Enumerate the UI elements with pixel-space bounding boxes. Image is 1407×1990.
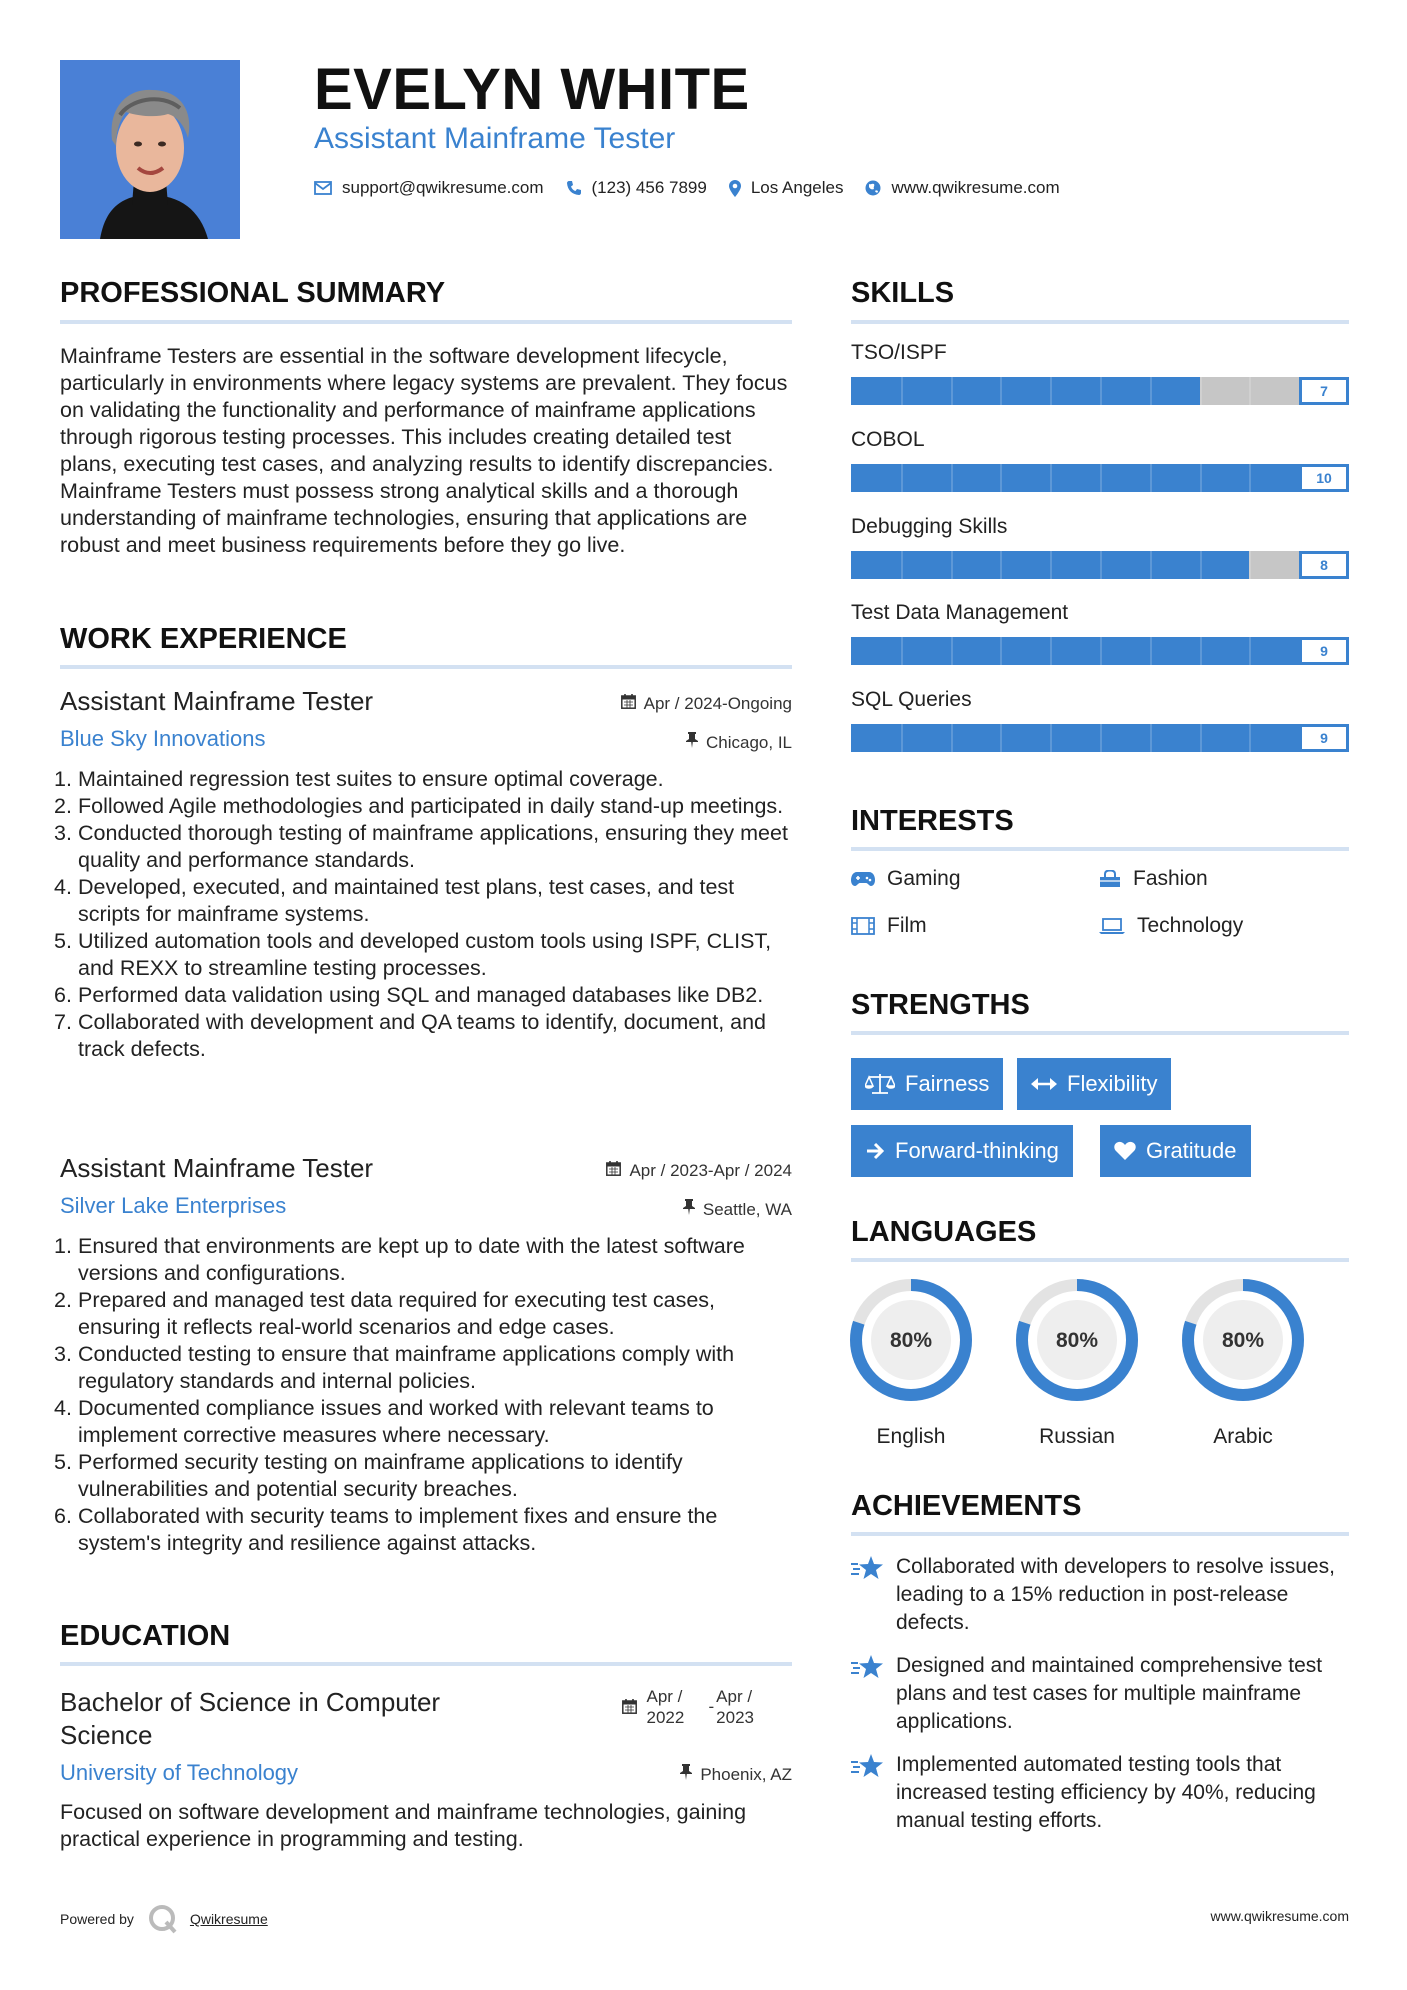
skill-score: 8 [1299, 551, 1349, 579]
star-icon [850, 1555, 884, 1589]
job-dates [606, 1161, 792, 1181]
language-ring [1015, 1278, 1139, 1402]
footer-brand-link[interactable]: Qwikresume [189, 1911, 268, 1927]
skill-bar-segment [901, 464, 903, 492]
language-percent: 80% [889, 1329, 933, 1352]
education-start: Apr / 2022 [646, 1687, 685, 1727]
map-pin-icon [729, 180, 741, 197]
envelope-icon [314, 181, 332, 195]
skill-bar-segment [1150, 551, 1152, 579]
skill-item: Test Data Management 9 [851, 601, 1349, 688]
skill-bar-segment [1050, 724, 1052, 752]
list-item: 4. Documented compliance issues and worked with relevant teams to implement corrective measures where necessary. [54, 1396, 714, 1447]
language-percent: 80% [1055, 1329, 1099, 1352]
skill-bar-segment [951, 724, 953, 752]
skill-bar-segment [1000, 377, 1002, 405]
calendar-icon [621, 694, 636, 714]
laptop-icon [1099, 918, 1125, 934]
skill-bar-segment [1200, 724, 1202, 752]
achievement-item: Collaborated with developers to resolve issues, leading to a 15% reduction in post-release defects. [896, 1553, 1351, 1637]
education-location: Phoenix, AZ [680, 1764, 792, 1785]
skill-bar-segment [1050, 551, 1052, 579]
skill-bar-segment [1249, 724, 1251, 752]
skill-bar-segment [1249, 551, 1251, 579]
skill-bar-segment [1000, 637, 1002, 665]
job-location-text: Seattle, WA [702, 1199, 792, 1219]
summary-heading: PROFESSIONAL SUMMARY [60, 277, 446, 309]
education-description: Focused on software development and mainframe technologies, gaining practical experience in programming and testing. [60, 1800, 747, 1851]
star-icon [850, 1654, 884, 1688]
list-item: 6. Performed data validation using SQL and managed databases like DB2. [54, 983, 764, 1007]
language-ring [849, 1278, 973, 1402]
contact-phone[interactable]: (123) 456 7899 [591, 178, 707, 197]
job-dates-text: Apr / 2023-Apr / 2024 [629, 1161, 792, 1180]
job-title: Assistant Mainframe Tester [60, 686, 374, 716]
job-entry [54, 686, 792, 1063]
skill-bar-fill [851, 724, 1299, 752]
job-entry [54, 1153, 792, 1557]
list-item: 3. Conducted testing to ensure that mainframe applications comply with regulatory standards and internal policies. [54, 1342, 735, 1393]
skills-divider [851, 320, 1349, 324]
skill-bar-segment [1200, 551, 1202, 579]
interest-item: Gaming [851, 867, 961, 891]
skill-bar-segment [901, 637, 903, 665]
skill-bar-segment [1249, 464, 1251, 492]
contact-email[interactable]: support@qwikresume.com [342, 178, 544, 197]
calendar-icon [622, 1698, 637, 1719]
skill-score: 10 [1299, 464, 1349, 492]
pushpin-icon [683, 1199, 695, 1220]
skill-bar [851, 377, 1349, 405]
list-item: 2. Followed Agile methodologies and participated in daily stand-up meetings. [54, 794, 784, 818]
skill-bar-segment [1050, 637, 1052, 665]
achievements-heading: ACHIEVEMENTS [851, 1490, 1082, 1522]
experience-divider [60, 665, 792, 669]
language-name: Russian [1039, 1425, 1115, 1448]
language-item [1181, 1278, 1305, 1449]
language-name: Arabic [1213, 1425, 1273, 1448]
skill-bar [851, 464, 1349, 492]
pushpin-icon [680, 1764, 692, 1785]
skill-bar-segment [1249, 637, 1251, 665]
skill-item: TSO/ISPF 7 [851, 341, 1349, 428]
list-item: 1. Maintained regression test suites to ensure optimal coverage. [54, 767, 664, 791]
footer-website[interactable]: www.qwikresume.com [1210, 1908, 1349, 1924]
skill-bar-segment [1050, 464, 1052, 492]
job-dates [621, 694, 792, 714]
list-item: 5. Utilized automation tools and developed custom tools using ISPF, CLIST, and REXX to streamline testing processes. [54, 929, 772, 980]
job-company: Silver Lake Enterprises [60, 1193, 287, 1218]
achievement-item: Implemented automated testing tools that increased testing efficiency by 40%, reducing manual testing efforts. [896, 1751, 1351, 1835]
strength-tag: Fairness [851, 1058, 1003, 1110]
achievements-divider [851, 1532, 1349, 1536]
job-title: Assistant Mainframe Tester [60, 1153, 374, 1183]
job-location [683, 1199, 792, 1220]
strengths-divider [851, 1031, 1349, 1035]
education-entry [60, 1686, 792, 1856]
skill-bar-segment [1200, 464, 1202, 492]
languages-heading: LANGUAGES [851, 1216, 1037, 1248]
skill-bar-fill [851, 377, 1200, 405]
skill-bar [851, 551, 1349, 579]
list-item: 5. Performed security testing on mainframe applications to identify vulnerabilities and potential security breaches. [54, 1450, 683, 1501]
skill-score: 7 [1299, 377, 1349, 405]
film-icon [851, 917, 875, 935]
job-dates-text: Apr / 2024-Ongoing [643, 694, 792, 713]
interest-item: Fashion [1099, 867, 1208, 891]
education-end: Apr / 2023 [716, 1687, 754, 1727]
skill-bar-segment [951, 464, 953, 492]
interest-item: Technology [1099, 914, 1243, 938]
skill-bar-fill [851, 637, 1299, 665]
arrow-right-icon [865, 1141, 885, 1161]
experience-heading: WORK EXPERIENCE [60, 623, 347, 655]
qwikresume-logo-icon [148, 1904, 178, 1934]
school-name: University of Technology [60, 1760, 299, 1785]
strength-tag: Forward-thinking [851, 1125, 1073, 1177]
degree-title: Bachelor of Science in Computer Science [60, 1687, 441, 1750]
skill-item: Debugging Skills 8 [851, 515, 1349, 601]
job-bullets [54, 766, 792, 1063]
candidate-name: EVELYN WHITE [314, 57, 750, 122]
profile-photo [60, 60, 240, 239]
skill-bar-segment [1150, 724, 1152, 752]
bag-icon [1099, 870, 1121, 888]
date-separator: - [708, 1697, 715, 1716]
job-bullets [54, 1233, 792, 1557]
list-item: 7. Collaborated with development and QA teams to identify, document, and track defects. [54, 1010, 767, 1061]
education-divider [60, 1662, 792, 1666]
globe-icon [865, 180, 881, 196]
language-item [849, 1278, 973, 1449]
list-item: 1. Ensured that environments are kept up to date with the latest software versions and configurations. [54, 1234, 745, 1285]
skill-bar-segment [1150, 464, 1152, 492]
heart-icon [1114, 1141, 1136, 1161]
calendar-icon [606, 1161, 621, 1181]
job-location-text: Chicago, IL [706, 732, 792, 752]
skill-bar-segment [901, 551, 903, 579]
language-percent: 80% [1221, 1329, 1265, 1352]
education-heading: EDUCATION [60, 1620, 231, 1652]
skill-bar-segment [1000, 724, 1002, 752]
skill-item: COBOL 10 [851, 428, 1349, 515]
job-company: Blue Sky Innovations [60, 726, 266, 751]
strength-tag: Gratitude [1100, 1125, 1251, 1177]
arrows-horizontal-icon [1031, 1077, 1057, 1091]
list-item: 3. Conducted thorough testing of mainframe applications, ensuring they meet quality and performance standards. [54, 821, 788, 872]
skill-bar-segment [1000, 551, 1002, 579]
skill-bar-segment [1249, 377, 1251, 405]
skill-bar-segment [901, 724, 903, 752]
skill-bar-segment [951, 377, 953, 405]
language-item [1015, 1278, 1139, 1449]
skills-list [851, 341, 1349, 774]
skill-bar-segment [1000, 464, 1002, 492]
achievement-item: Designed and maintained comprehensive test plans and test cases for multiple mainframe applications. [896, 1652, 1351, 1736]
contact-location: Los Angeles [750, 178, 844, 197]
skill-bar-segment [1050, 377, 1052, 405]
strengths-heading: STRENGTHS [851, 989, 1030, 1021]
interest-item: Film [851, 914, 927, 938]
list-item: 6. Collaborated with security teams to implement fixes and ensure the system's integrity and resilience against attacks. [54, 1504, 718, 1555]
list-item: 4. Developed, executed, and maintained test plans, test cases, and test scripts for mainframe systems. [54, 875, 735, 926]
education-dates [622, 1686, 755, 1728]
skill-score: 9 [1299, 637, 1349, 665]
contact-bar [314, 178, 1082, 198]
pushpin-icon [686, 732, 698, 753]
candidate-title: Assistant Mainframe Tester [314, 122, 676, 155]
list-item: 2. Prepared and managed test data required for executing test cases, ensuring it reflects real-world scenarios and edge cases. [54, 1288, 716, 1339]
interests-divider [851, 847, 1349, 851]
skill-bar-segment [901, 377, 903, 405]
skill-bar-segment [1100, 551, 1102, 579]
skill-bar-segment [1100, 637, 1102, 665]
skill-bar-segment [1150, 377, 1152, 405]
gamepad-icon [851, 871, 875, 887]
interests-heading: INTERESTS [851, 805, 1014, 837]
skill-bar-segment [951, 551, 953, 579]
language-name: English [876, 1425, 946, 1448]
language-ring [1181, 1278, 1305, 1402]
phone-icon [566, 180, 582, 196]
scale-icon [865, 1073, 895, 1095]
skill-bar-segment [1200, 637, 1202, 665]
skill-bar [851, 724, 1349, 752]
star-icon [850, 1753, 884, 1787]
skill-bar-segment [1100, 464, 1102, 492]
skill-bar-segment [1150, 637, 1152, 665]
job-location [686, 732, 792, 753]
skill-bar-segment [951, 637, 953, 665]
languages-divider [851, 1258, 1349, 1262]
skill-bar-segment [1200, 377, 1202, 405]
skills-heading: SKILLS [851, 277, 955, 309]
skill-score: 9 [1299, 724, 1349, 752]
skill-bar-segment [1100, 724, 1102, 752]
footer-powered: Powered by Qwikresume [60, 1904, 268, 1934]
contact-website[interactable]: www.qwikresume.com [891, 178, 1060, 197]
skill-bar [851, 637, 1349, 665]
skill-bar-segment [1100, 377, 1102, 405]
summary-divider [60, 320, 792, 324]
strength-tag: Flexibility [1017, 1058, 1171, 1110]
skill-item: SQL Queries 9 [851, 688, 1349, 774]
summary-text: Mainframe Testers are essential in the software development lifecycle, particularly in environments where legacy systems are prevalent. They focus on validating the functionality and performance of mainframe applications through rigorous testing processes. This includes creating detailed test plans, executing test cases, and analyzing results to identify discrepancies. Mainframe Testers must possess strong analytical skills and a thorough understanding of mainframe technologies, ensuring that applications are robust and meet business requirements before they go live. [60, 344, 788, 557]
